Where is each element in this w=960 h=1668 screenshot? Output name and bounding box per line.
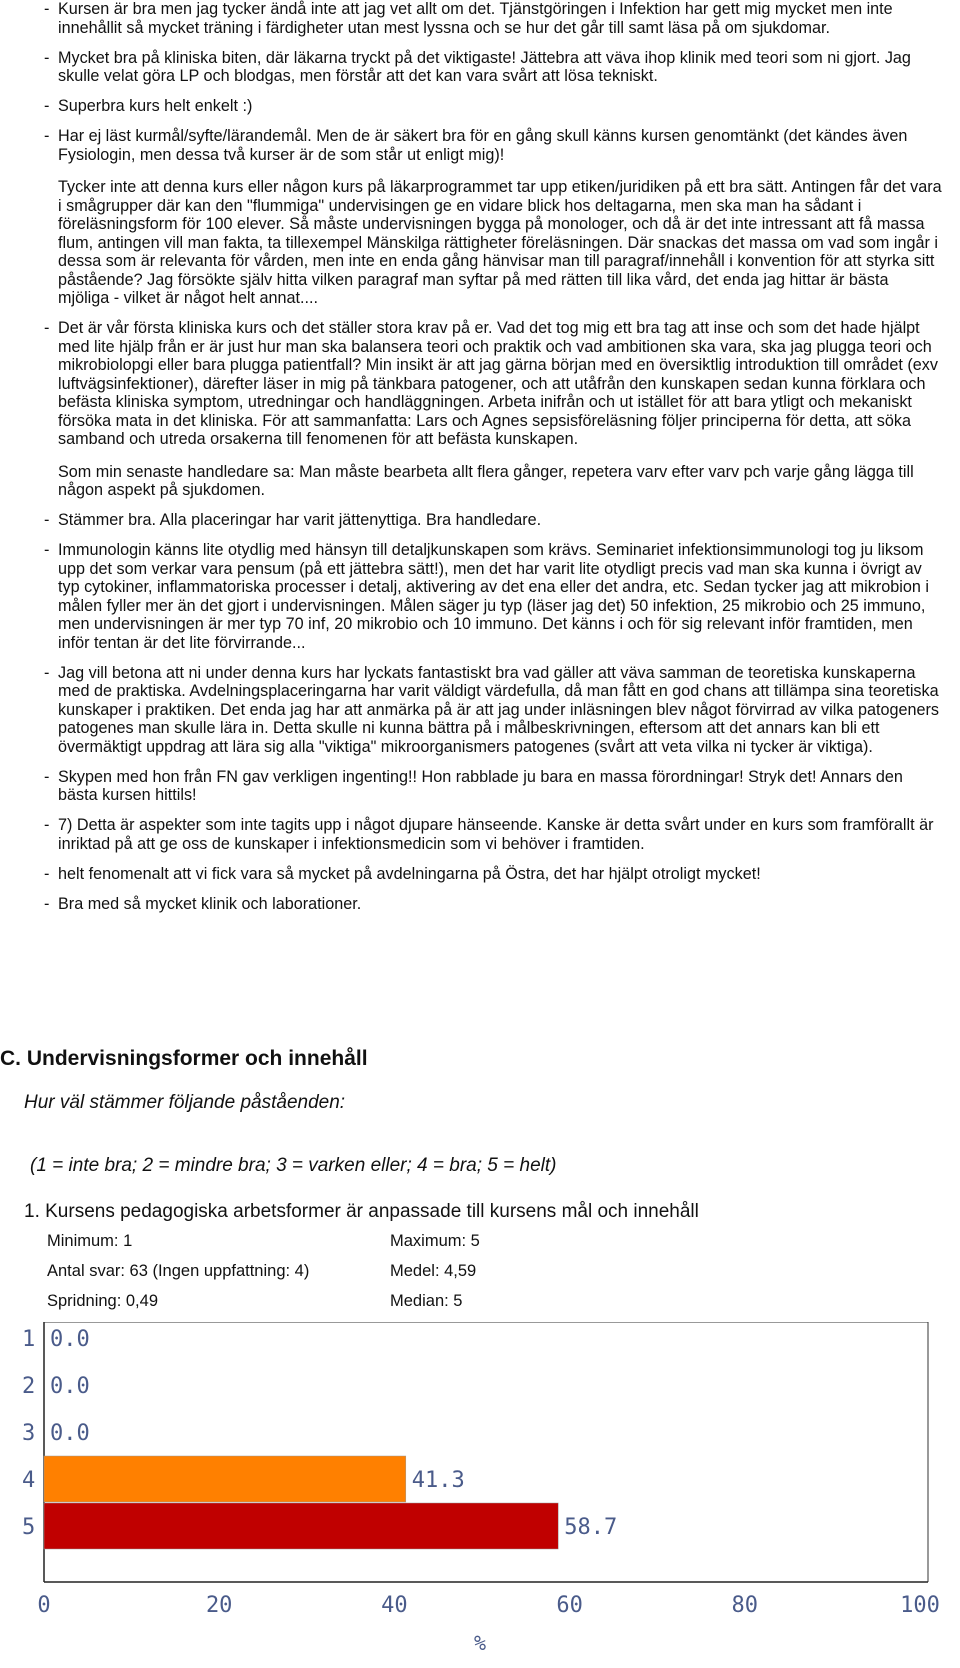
- stat-antal-svar: Antal svar: 63 (Ingen uppfattning: 4): [47, 1262, 310, 1280]
- chart-bar-4: [44, 1456, 406, 1502]
- chart-value-label: 0.0: [50, 1374, 90, 1399]
- comment-bullet: -: [44, 541, 50, 559]
- rating-scale-legend: (1 = inte bra; 2 = mindre bra; 3 = varken eller; 4 = bra; 5 = helt): [30, 1155, 557, 1176]
- comment-bullet: -: [44, 0, 50, 18]
- comment-bullet: -: [44, 663, 50, 682]
- bar-chart-svg: [0, 1322, 960, 1668]
- chart-value-label: 58.7: [564, 1515, 618, 1540]
- comment-bullet: -: [44, 97, 50, 115]
- chart-x-tick-label: 80: [731, 1593, 759, 1618]
- chart-x-tick-label: 20: [205, 1593, 233, 1618]
- comment-bullet: -: [44, 319, 50, 337]
- comment-list: [44, 0, 944, 925]
- chart-x-axis-title: %: [473, 1631, 487, 1655]
- chart-value-label: 41.3: [411, 1468, 465, 1493]
- comment-item: [44, 511, 944, 530]
- stat-medel: Medel: 4,59: [390, 1262, 477, 1280]
- question-title: 1. Kursens pedagogiska arbetsformer är anpassade till kursens mål och innehåll: [24, 1201, 699, 1222]
- comment-paragraph: Jag vill betona att ni under denna kurs har lyckats fantastiskt bra vad gäller att väva samman de teoretiska kunskaperna med de praktiska. Avdelningsplaceringarna har varit väldigt värdefulla, då man fått en god chans att tillämpa sina teoretiska kunskaper i praktiken. Det enda jag har att anmärka på är att jag under inläsningen blev något förvirrad av vilka patogeners patogenes man skulle lära in. Detta skulle ni kunna bättra på i målbeskrivningen, eftersom att det annars kan bli ett övermäktigt uppdrag att lära sig alla "viktiga" mikroorganismers patogenes (svårt att veta vilka ni tycker är viktiga).: [58, 663, 939, 756]
- comment-paragraph: 7) Detta är aspekter som inte tagits upp i något djupare hänseende. Kanske är detta svårt under en kurs som framförallt är inriktad på att ge oss de kunskaper i infektionsmedicin som vi behöver i framtiden.: [58, 816, 934, 853]
- chart-category-label: 1: [22, 1327, 36, 1352]
- comment-item: [44, 541, 944, 652]
- chart-x-tick-label: 60: [556, 1593, 583, 1618]
- comment-paragraph: Har ej läst kurmål/syfte/lärandemål. Men de är säkert bra för en gång skull känns kursen genomtänkt (det kändes även Fysiologin, men dessa två kurser är de som står ut enligt mig)!: [58, 127, 908, 164]
- comment-paragraph: Immunologin känns lite otydlig med hänsyn till detaljkunskapen som krävs. Seminariet infektionsimmunologi tog ju liksom upp det som verkar vara pensum (på ett jättebra sätt!), men det har varit lite otydligt precis vad man ska kunna i övrigt av typ cytokiner, inflammatoriska processer i detalj, aktivering av det ena eller det andra, etc. Sedan tycker jag att mikrobion i målen fyller mer än det gjort i undervisningen. Målen säger ju typ (läser jag det) 50 infektion, 25 mikrobio och 25 immuno, men undervisningen är mer typ 70 inf, 20 mikrobio och 10 immuno. Det känns i och för sig relevant inför framtiden, men inför tentan är det lite förvirrande...: [58, 541, 929, 652]
- comment-item: [44, 664, 944, 757]
- chart-x-tick-label: 0: [37, 1593, 51, 1618]
- comment-item: [44, 127, 944, 308]
- comment-paragraph: Kursen är bra men jag tycker ändå inte att jag vet allt om det. Tjänstgöringen i Infektion har gett mig mycket men inte innehållit så mycket träning i färdigheter utan mest lyssna och se hur det går till samt läsa på om sjukdomar.: [58, 0, 893, 37]
- comment-paragraph: Bra med så mycket klinik och laborationer.: [58, 894, 362, 913]
- comment-bullet: -: [44, 864, 50, 883]
- chart-category-label: 5: [22, 1515, 36, 1540]
- chart-value-label: 0.0: [50, 1421, 90, 1446]
- comment-bullet: -: [44, 767, 50, 786]
- chart-category-label: 3: [22, 1421, 36, 1446]
- comment-paragraph: Som min senaste handledare sa: Man måste bearbeta allt flera gånger, repetera varv efter varv pch varje gång lägga till någon aspekt på sjukdomen.: [58, 462, 914, 499]
- chart-x-tick-label: 100: [900, 1593, 940, 1618]
- chart-value-label: 0.0: [50, 1327, 90, 1352]
- comment-bullet: -: [44, 511, 50, 529]
- comment-bullet: -: [44, 48, 50, 67]
- comment-item: [44, 865, 944, 884]
- comment-item: [44, 895, 944, 914]
- comment-paragraph: Det är vår första kliniska kurs och det ställer stora krav på er. Vad det tog mig ett bra tag att inse och som det hade hjälpt med lite hjälp från er är just hur man ska balansera teori och praktik och vad ambitionen ska vara, ska jag plugga teori och mikrobiolopgi eller bara plugga patientfall? Min insikt är att jag gärna början med en översiktlig introduktion till området (exv luftvägsinfektioner), därefter läser in mig på tänkbara patogener, och att utåfrån den kunskapen sedan kunna förklara och befästa kliniska symptom, utredningar och handläggningen. Arbeta inifrån och ut istället för att bara ytligt och mekaniskt försöka mata in det kliniska. För att sammanfatta: Lars och Agnes sepsisföreläsning följer principerna för detta, att söka samband och utreda orsakerna till fenomenen för att befästa kunskapen.: [58, 319, 938, 448]
- comment-bullet: -: [44, 816, 50, 834]
- chart-x-tick-label: 40: [381, 1593, 408, 1618]
- comment-paragraph: Stämmer bra. Alla placeringar har varit jättenyttiga. Bra handledare.: [58, 511, 542, 529]
- comment-paragraph: helt fenomenalt att vi fick vara så mycket på avdelningarna på Östra, det har hjälpt otroligt mycket!: [58, 864, 761, 883]
- comment-paragraph: Mycket bra på kliniska biten, där läkarna tryckt på det viktigaste! Jättebra att väva ihop klinik med teori som ni gjort. Jag skulle velat göra LP och blodgas, men förstår att det kan vara svårt att lösa tekniskt.: [58, 48, 911, 85]
- comment-paragraph: Tycker inte att denna kurs eller någon kurs på läkarprogrammet tar upp etiken/juridiken på ett bra sätt. Antingen får det vara i smågrupper där kan den "flummiga" undervisingen ge en vidare blick hos deltagarna, men ska man ha sådant i föreläsningsform för 100 elever. Så måste undervisningen bygga på monologer, och då är det inte intressant att få massa flum, antingen vill man fakta, ta tillexempel Mänskilga rättigheter föreläsningen. Där snackas det massa om vad som ingår i dessa som är relevanta för vården, men inte en enda gång hänvisar man till paragraf/innehåll i konvention för att styrka sitt påstående? Jag försökte själv hitta vilken paragraf man syftar på med rätten till lika vård, det enda jag hittar är bästa mjöliga - vilket är något helt annat....: [58, 178, 942, 307]
- chart-category-label: 2: [22, 1374, 36, 1399]
- comment-paragraph: Skypen med hon från FN gav verkligen ingenting!! Hon rabblade ju bara en massa förordningar! Stryk det! Annars den bästa kursen hittils!: [58, 767, 903, 804]
- comment-bullet: -: [44, 894, 50, 913]
- comment-item: [44, 49, 944, 86]
- comment-bullet: -: [44, 127, 50, 145]
- comment-paragraph: Superbra kurs helt enkelt :): [58, 97, 253, 115]
- section-heading: C. Undervisningsformer och innehåll: [0, 1047, 368, 1070]
- stat-maximum: Maximum: 5: [390, 1232, 480, 1250]
- response-distribution-chart: [0, 1322, 960, 1668]
- stat-median: Median: 5: [390, 1292, 463, 1310]
- chart-bar-5: [44, 1503, 558, 1549]
- stat-minimum: Minimum: 1: [47, 1232, 133, 1250]
- comment-item: [44, 97, 944, 116]
- comment-item: [44, 0, 944, 37]
- section-subheading: Hur väl stämmer följande påståenden:: [24, 1092, 346, 1113]
- chart-category-label: 4: [22, 1468, 36, 1493]
- comment-item: [44, 816, 944, 853]
- comment-item: [44, 768, 944, 805]
- comment-item: [44, 319, 944, 500]
- stat-spridning: Spridning: 0,49: [47, 1292, 158, 1310]
